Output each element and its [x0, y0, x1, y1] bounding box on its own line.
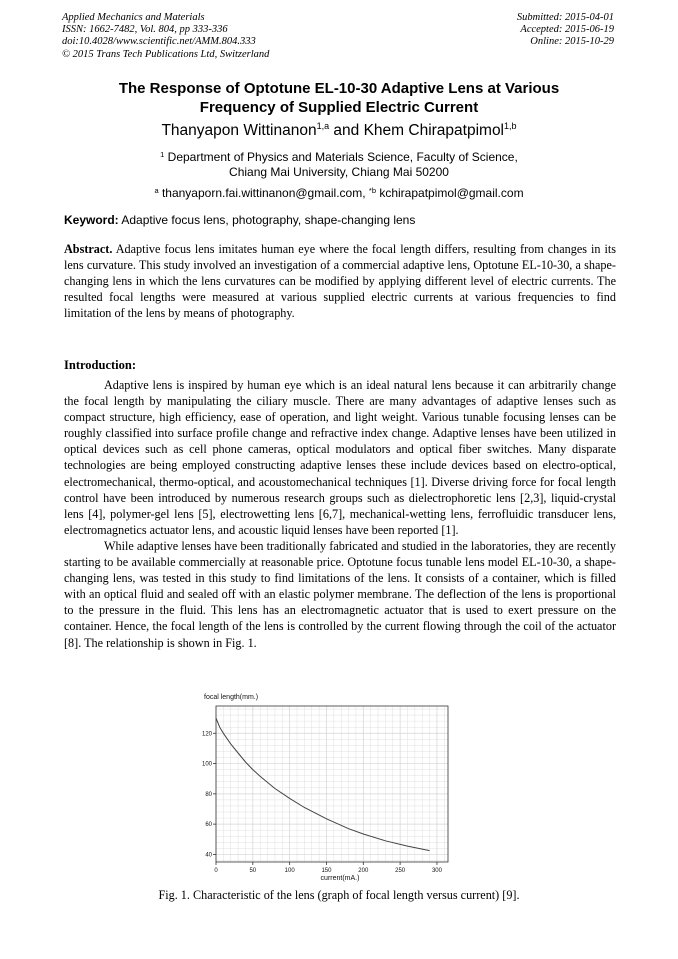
- affiliation-text: Department of Physics and Materials Science, Faculty of Science,: [164, 150, 518, 164]
- introduction-body: [64, 377, 616, 651]
- journal-copyright: © 2015 Trans Tech Publications Ltd, Switzerland: [62, 48, 270, 60]
- paper-title: [40, 80, 638, 117]
- affiliation-line-1: [40, 150, 638, 165]
- title-line-1: The Response of Optotune EL-10-30 Adaptive Lens at Various: [118, 80, 560, 97]
- x-tick-label: 200: [358, 868, 369, 874]
- affiliation: [40, 150, 638, 179]
- email-link[interactable]: thanyaporn.fai.wittinanon@gmail.com,: [158, 186, 369, 200]
- focal-length-chart: [196, 690, 456, 890]
- x-tick-label: 0: [214, 868, 218, 874]
- figure-caption: Fig. 1. Characteristic of the lens (graph of focal length versus current) [9].: [158, 888, 520, 902]
- x-tick-label: 50: [249, 868, 257, 874]
- y-axis-label: focal length(mm.): [204, 694, 259, 701]
- author-conjunction: and: [329, 122, 364, 139]
- author-name: Khem Chirapatpimol: [363, 122, 505, 139]
- x-tick-label: 300: [431, 868, 442, 874]
- journal-header-right: [517, 12, 614, 49]
- x-tick-label: 250: [395, 868, 406, 874]
- journal-issn: ISSN: 1662-7482, Vol. 804, pp 333-336: [62, 24, 228, 36]
- author-affil-mark: 1,b: [504, 121, 517, 131]
- submitted-date: Submitted: 2015-04-01: [516, 12, 614, 23]
- y-tick-label: 60: [205, 822, 212, 829]
- author-affil-mark: 1,a: [316, 121, 330, 131]
- author-list: [40, 121, 638, 140]
- x-tick-label: 150: [321, 868, 332, 874]
- accepted-date: Accepted: 2015-06-19: [520, 24, 614, 36]
- online-date: Online: 2015-10-29: [530, 36, 614, 48]
- keyword-text: Adaptive focus lens, photography, shape-changing lens: [118, 213, 416, 227]
- figure-1: [196, 690, 456, 890]
- y-tick-label: 120: [201, 731, 212, 738]
- x-axis-label: current(mA.): [320, 875, 360, 882]
- y-tick-label: 100: [201, 761, 212, 768]
- abstract-label: Abstract.: [64, 242, 113, 256]
- journal-name: Applied Mechanics and Materials: [62, 12, 205, 23]
- paragraph: Adaptive lens is inspired by human eye which is an ideal natural lens because it can arbitrarily change the focal length by manipulating the ciliary muscle. There are many advantages of adaptive lenses such as compact structure, high efficiency, ease of operation, and light weight. Various tunable focusing lenses can be roughly classified into surface profile change and refractive index change. Adaptive lenses have been utilized in optical devices such as cell phone cameras, optical modulators and optical fiber switches. Many disparate technologies are being employed constructing adaptive lenses these include devices based on electro-optical, electromechanical, thermo-optical, and acoustomechanical techniques [1]. Diverse driving force for focal length control have been introduced by numerous research groups such as dielectrophoretic lens [2,3], liquid-crystal lens [4], polymer-gel lens [5], electrowetting lens [6,7], mechanical-wetting lens, ferrofluidic transducer lens, electromagnetics actuator lens, and acoustic liquid lenses have been reported [1].: [64, 378, 616, 537]
- affiliation-mark: 1: [160, 150, 165, 159]
- email-link[interactable]: kchirapatpimol@gmail.com: [376, 186, 524, 200]
- journal-doi: doi:10.4028/www.scientific.net/AMM.804.333: [62, 36, 256, 48]
- abstract: [64, 241, 616, 321]
- section-heading: Introduction:: [64, 358, 137, 372]
- paragraph: While adaptive lenses have been traditionally fabricated and studied in the laboratories, they are recently starting to be available commercially at reasonable price. Optotune focus tunable lens model EL-10-30, a shape-changing lens, was tested in this study to find limitations of the lens. It consists of a container, which is filled with an optical fluid and sealed off with an elastic polymer membrane. The deflection of the lens is proportional to the pressure in the fluid. This lens has an electromagnetic actuator that is used to exert pressure on the container. Hence, the focal length of the lens is controlled by the current flowing through the coil of the actuator [8]. The relationship is shown in Fig. 1.: [64, 538, 616, 650]
- email-mark: a: [154, 186, 159, 195]
- plot-frame: [216, 706, 448, 862]
- title-line-2: Frequency of Supplied Electric Current: [199, 98, 479, 116]
- x-tick-label: 100: [284, 868, 295, 874]
- keywords: [64, 213, 616, 227]
- email-mark: *b: [368, 186, 376, 195]
- series-line: [216, 718, 430, 851]
- journal-header-left: [62, 12, 269, 61]
- author-emails: [40, 186, 638, 200]
- y-tick-label: 80: [205, 791, 212, 798]
- abstract-text: Adaptive focus lens imitates human eye where the focal length differs, resulting from changes in its lens curvature. This study involved an investigation of a commercial adaptive lens, Optotune EL-10-30, a shape-changing lens in which the lens curvatures can be modified by applying different level of electric currents. The resulted focal lengths were measured at various supplied electric currents at various frequencies to find limitation of the lens by means of photography.: [64, 242, 616, 321]
- affiliation-line-2: Chiang Mai University, Chiang Mai 50200: [229, 164, 449, 179]
- keyword-label: Keyword:: [64, 213, 119, 227]
- author-name: Thanyapon Wittinanon: [161, 122, 317, 139]
- y-tick-label: 40: [205, 852, 212, 859]
